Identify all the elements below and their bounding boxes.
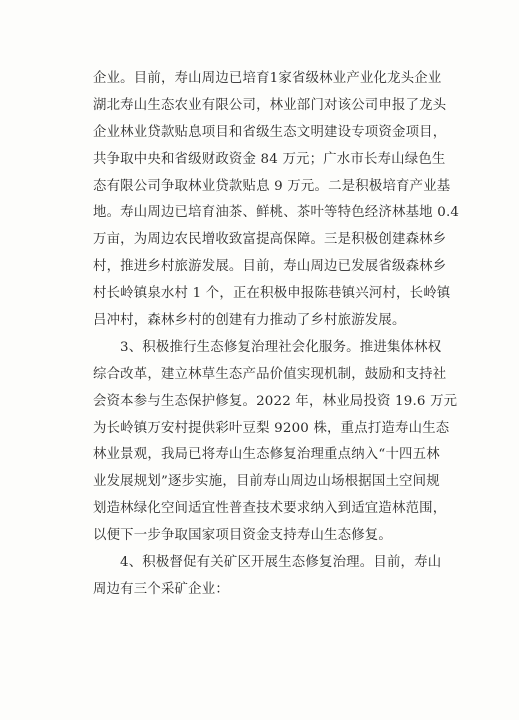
text-line: 企业。目前，寿山周边已培育1家省级林业产业化龙头企业: [93, 71, 442, 86]
text-line: 会资本参与生态保护修复。2022 年，林业局投资 19.6 万元: [93, 393, 458, 409]
text-line: 地。寿山周边已培育油茶、鲜桃、茶叶等特色经济林基地 0.4: [93, 205, 460, 221]
text-line: 综合改革，建立林草生态产品价值实现机制，鼓励和支持社: [93, 366, 447, 382]
text-line: 村，推进乡村旅游发展。目前，寿山周边已发展省级森林乡: [93, 259, 447, 275]
text-line: 林业景观，我局已将寿山生态修复治理重点纳入“十四五林: [93, 447, 440, 463]
text-line: 村长岭镇泉水村 1 个，正在积极申报陈巷镇兴河村，长岭镇: [93, 286, 451, 302]
text-line: 为长岭镇万安村提供彩叶豆梨 9200 株，重点打造寿山生态: [93, 420, 450, 436]
text-line: 企业林业贷款贴息项目和省级生态文明建设专项资金项目，: [93, 124, 447, 140]
text-line: 周边有三个采矿企业：: [93, 581, 229, 597]
text-line: 共争取中央和省级财政资金 84 万元；广水市长寿山绿色生: [93, 151, 446, 167]
paragraph-4-first-line: 4、积极督促有关矿区开展生态修复治理。目前，寿山: [120, 555, 442, 571]
body-text: [93, 66, 460, 604]
text-line: 湖北寿山生态农业有限公司，林业部门对该公司申报了龙头: [93, 97, 447, 113]
text-line: 吕冲村，森林乡村的创建有力推动了乡村旅游发展。: [93, 313, 406, 329]
text-line: 划造林绿化空间适宜性普查技术要求纳入到适宜造林范围，: [93, 501, 447, 517]
text-line: 态有限公司争取林业贷款贴息 9 万元。二是积极培育产业基: [93, 178, 451, 194]
paragraph-3-first-line: 3、积极推行生态修复治理社会化服务。推进集体林权: [120, 339, 442, 355]
text-line: 业发展规划”逐步实施，目前寿山周边山场根据国土空间规: [93, 474, 440, 490]
text-line: 以便下一步争取国家项目资金支持寿山生态修复。: [93, 528, 392, 544]
text-line: 万亩，为周边农民增收致富提高保障。三是积极创建森林乡: [93, 232, 447, 248]
